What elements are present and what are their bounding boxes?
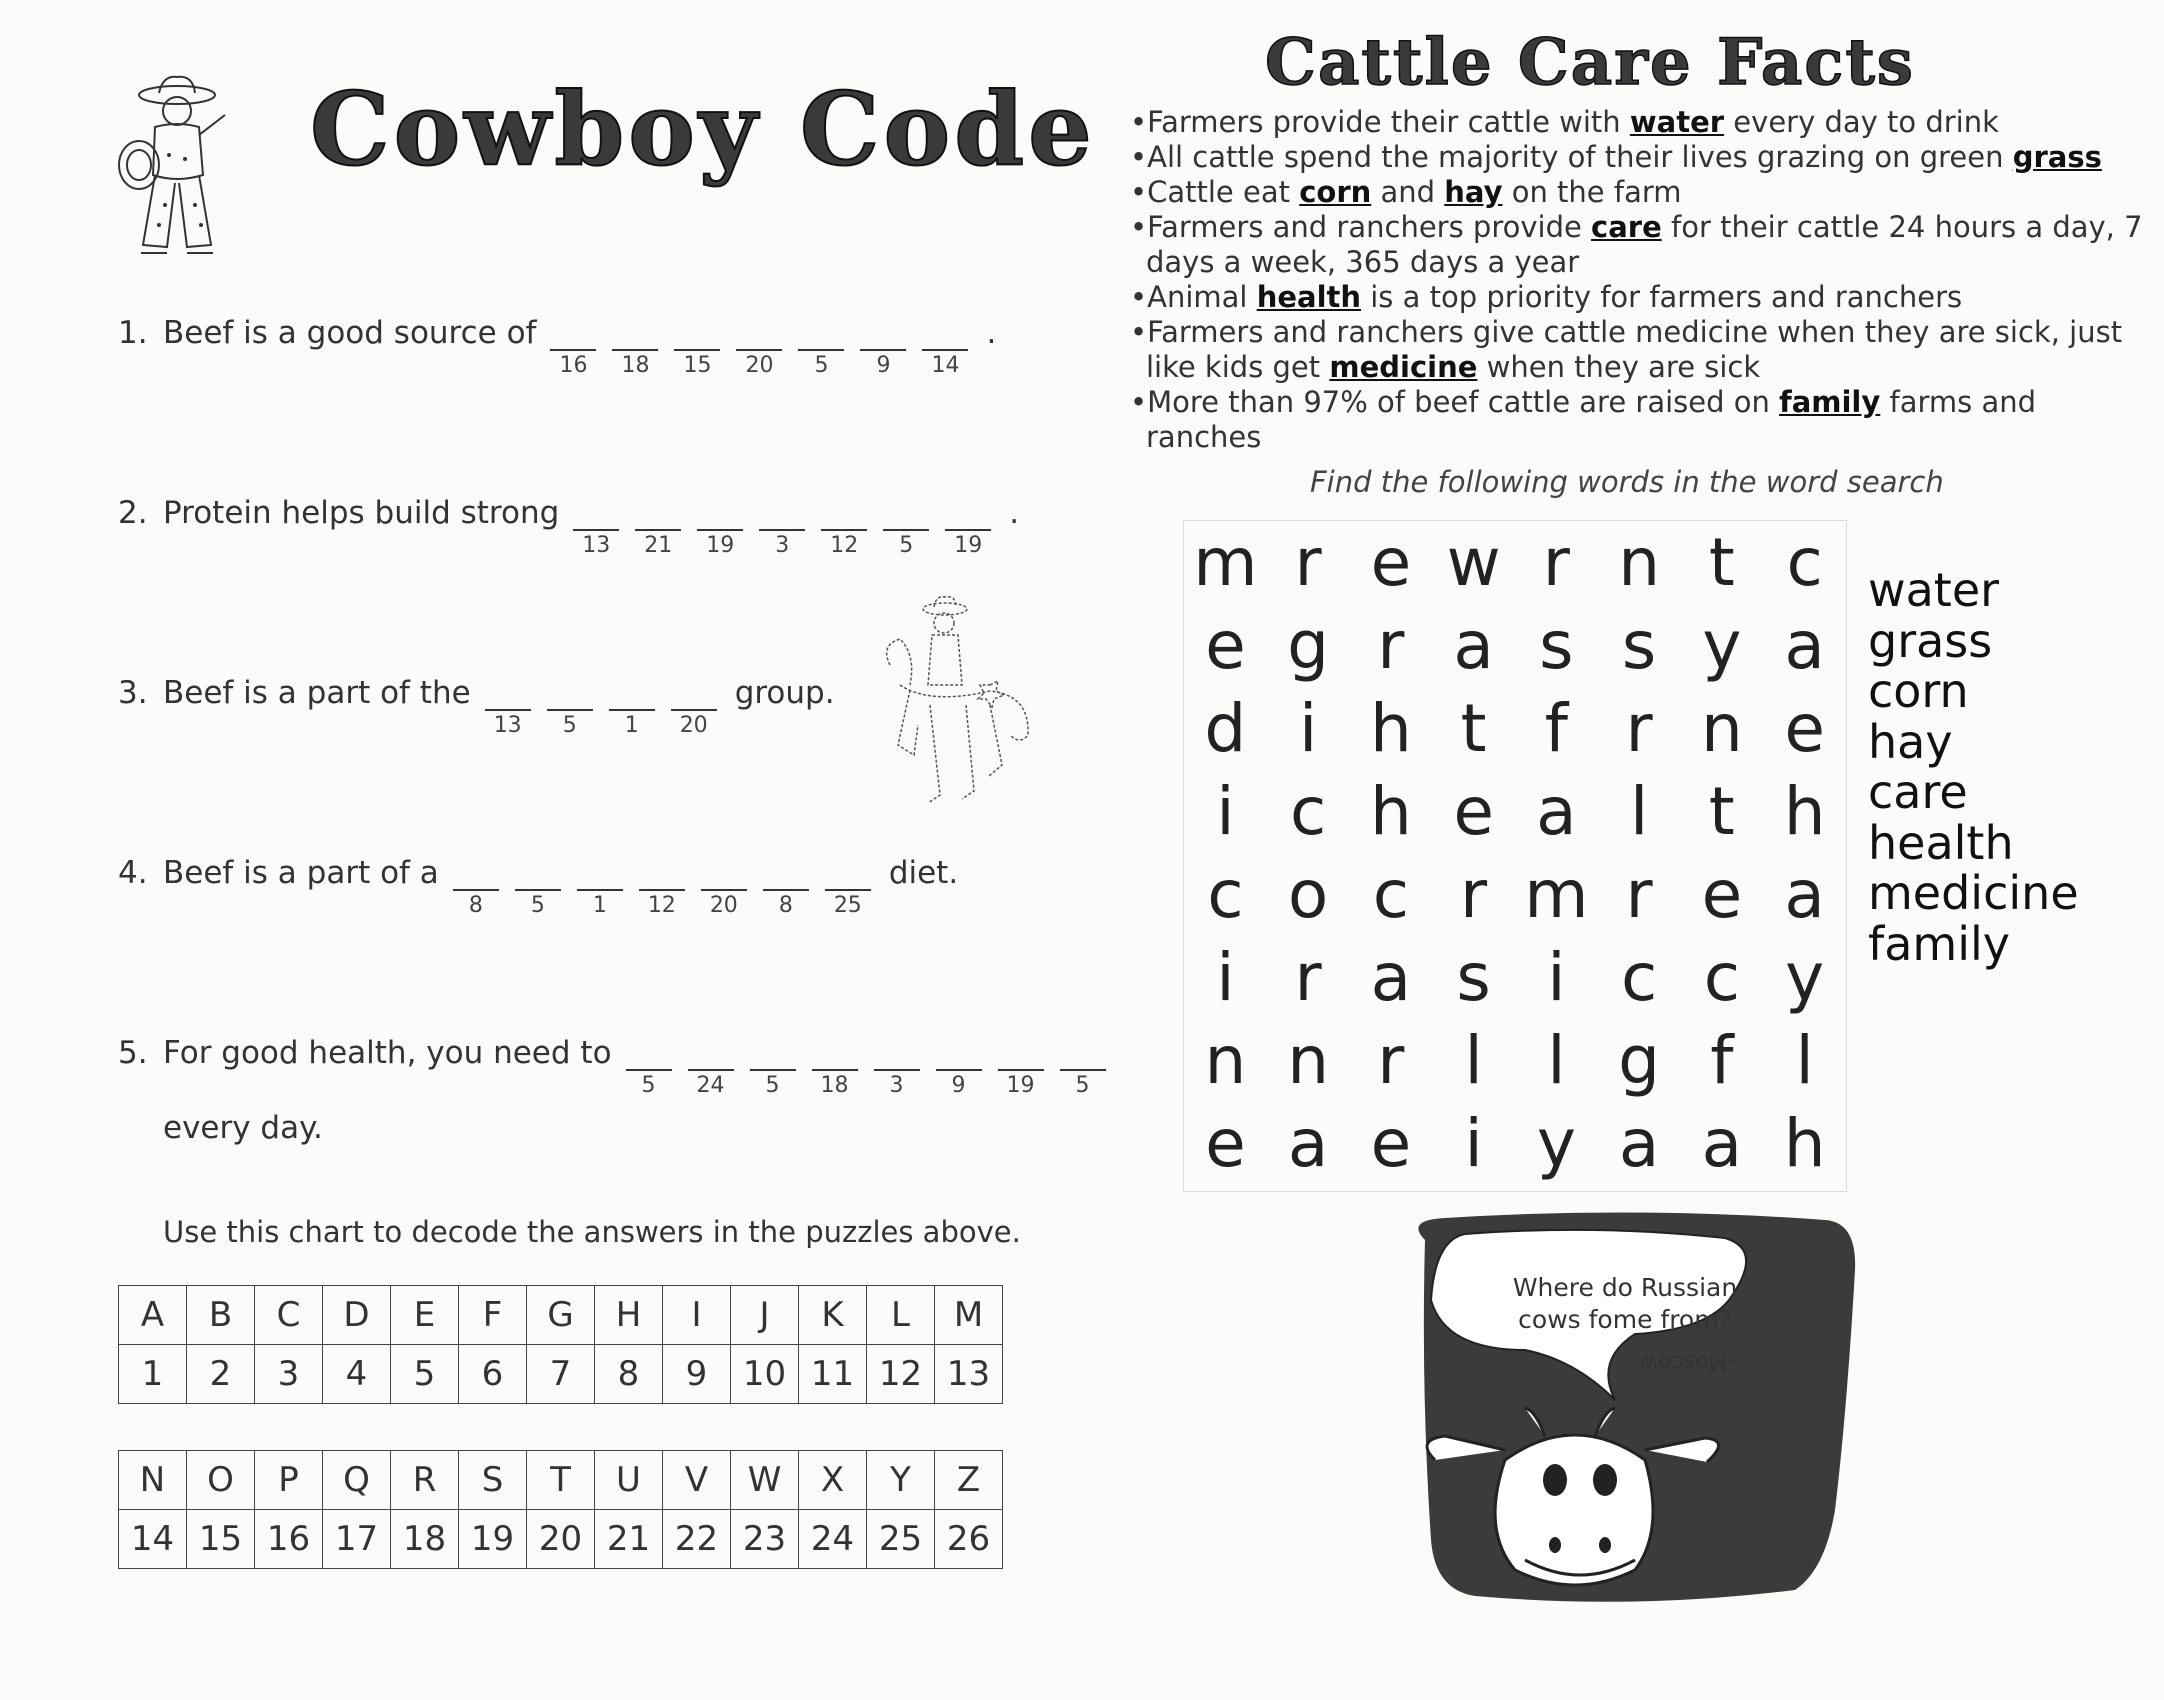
- word-list-item: medicine: [1868, 866, 2079, 920]
- chart-letter: Q: [323, 1451, 391, 1510]
- chart-letter: I: [663, 1286, 731, 1345]
- answer-blank[interactable]: [936, 1035, 982, 1098]
- grid-letter[interactable]: n: [1204, 1022, 1247, 1099]
- chart-letter: J: [731, 1286, 799, 1345]
- chart-number: 12: [867, 1345, 935, 1404]
- grid-letter[interactable]: m: [1524, 856, 1589, 933]
- grid-letter[interactable]: g: [1618, 1022, 1661, 1099]
- cowboy-illustration: [115, 75, 245, 269]
- chart-number: 25: [867, 1510, 935, 1569]
- grid-letter[interactable]: l: [1629, 773, 1649, 850]
- answer-blank[interactable]: [1060, 1035, 1106, 1098]
- letter-code: 5: [562, 713, 577, 738]
- joke-answer: -Moscow: [1640, 1350, 1736, 1375]
- grid-letter[interactable]: e: [1370, 1105, 1412, 1182]
- grid-letter[interactable]: a: [1784, 607, 1825, 684]
- chart-number: 21: [595, 1510, 663, 1569]
- answer-blank[interactable]: [626, 1035, 672, 1098]
- chart-letter: F: [459, 1286, 527, 1345]
- chart-number: 5: [391, 1345, 459, 1404]
- chart-number: 19: [459, 1510, 527, 1569]
- grid-letter[interactable]: h: [1369, 690, 1412, 767]
- question-end: .: [1009, 495, 1020, 531]
- chart-letter: M: [935, 1286, 1003, 1345]
- chart-number: 24: [799, 1510, 867, 1569]
- answer-blank[interactable]: [671, 675, 717, 738]
- fact-item: •Farmers and ranchers provide care for their cattle 24 hours a day, 7 days a week, 365 days a year: [1130, 210, 2143, 279]
- grid-letter[interactable]: r: [1460, 856, 1488, 933]
- grid-letter[interactable]: c: [1786, 524, 1823, 601]
- word-list: [1868, 565, 2079, 969]
- chart-number: 8: [595, 1345, 663, 1404]
- answer-blank[interactable]: [697, 495, 743, 558]
- chart-number: 1: [119, 1345, 187, 1404]
- grid-row: [1184, 853, 1846, 936]
- answer-blank[interactable]: [701, 855, 747, 918]
- joke-question: Where do Russian cows fome from?: [1512, 1273, 1738, 1334]
- chart-number: 13: [935, 1345, 1003, 1404]
- question-number: 5.: [118, 1035, 148, 1071]
- letter-code: 3: [889, 1073, 904, 1098]
- answer-blank[interactable]: [453, 855, 499, 918]
- grid-row: [1184, 1019, 1846, 1102]
- chart-number: 20: [527, 1510, 595, 1569]
- answer-blank[interactable]: [612, 315, 658, 378]
- grid-letter[interactable]: r: [1294, 939, 1322, 1016]
- letter-code: 1: [592, 893, 607, 918]
- word-list-item: health: [1868, 815, 2014, 870]
- answer-blank[interactable]: [922, 315, 968, 378]
- chart-number: 17: [323, 1510, 391, 1569]
- answer-blanks[interactable]: [453, 855, 887, 918]
- question-end: group.: [734, 675, 835, 711]
- chart-letter: A: [119, 1286, 187, 1345]
- grid-row: [1184, 770, 1846, 853]
- letter-code: 9: [951, 1073, 966, 1098]
- letter-code: 21: [644, 533, 673, 558]
- letter-code: 19: [706, 533, 735, 558]
- question-text: Protein helps build strong: [163, 495, 560, 531]
- chart-number: 22: [663, 1510, 731, 1569]
- letter-code: 9: [876, 353, 891, 378]
- grid-letter[interactable]: m: [1193, 524, 1258, 601]
- chart-instructions: Use this chart to decode the answers in the puzzles above.: [163, 1215, 1021, 1249]
- answer-blanks[interactable]: [626, 1035, 1122, 1098]
- answer-blank[interactable]: [821, 495, 867, 558]
- chart-letter: Z: [935, 1451, 1003, 1510]
- answer-blanks[interactable]: [485, 675, 733, 738]
- chart-letter: X: [799, 1451, 867, 1510]
- grid-letter[interactable]: l: [1547, 1022, 1566, 1099]
- fact-item: •Cattle eat corn and hay on the farm: [1130, 175, 1682, 209]
- letter-code: 18: [621, 353, 650, 378]
- answer-blanks[interactable]: [573, 495, 1007, 558]
- letter-code: 5: [1075, 1073, 1090, 1098]
- grid-letter[interactable]: s: [1456, 939, 1491, 1016]
- answer-blank[interactable]: [763, 855, 809, 918]
- answer-blank[interactable]: [639, 855, 685, 918]
- letters-row: [119, 1451, 1003, 1510]
- grid-letter[interactable]: c: [1620, 939, 1658, 1016]
- horse-rider-illustration: [870, 595, 1040, 819]
- answer-blank[interactable]: [883, 495, 929, 558]
- word-search-instructions: Find the following words in the word search: [1310, 465, 1944, 499]
- answer-blank[interactable]: [485, 675, 531, 738]
- fact-item: •More than 97% of beef cattle are raised on family farms and ranches: [1130, 385, 2037, 454]
- fact-keyword: hay: [1444, 175, 1503, 209]
- answer-blank[interactable]: [573, 495, 619, 558]
- chart-number: 15: [187, 1510, 255, 1569]
- answer-blank[interactable]: [945, 495, 991, 558]
- letter-code: 13: [582, 533, 611, 558]
- chart-number: 23: [731, 1510, 799, 1569]
- grid-letter[interactable]: w: [1446, 524, 1501, 601]
- chart-letter: L: [867, 1286, 935, 1345]
- numbers-row: [119, 1510, 1003, 1569]
- cow-illustration: [1395, 1210, 1865, 1614]
- grid-letter[interactable]: a: [1618, 1105, 1660, 1182]
- facts-list: [1130, 105, 2160, 455]
- grid-letter[interactable]: i: [1216, 939, 1235, 1016]
- letter-code: 14: [931, 353, 960, 378]
- letter-code: 8: [778, 893, 793, 918]
- facts-title: Cattle Care Facts: [1265, 25, 1915, 100]
- fact-keyword: grass: [2012, 140, 2102, 174]
- chart-number: 3: [255, 1345, 323, 1404]
- grid-letter[interactable]: l: [1464, 1022, 1483, 1099]
- letter-code: 12: [647, 893, 676, 918]
- chart-letter: W: [731, 1451, 799, 1510]
- grid-letter[interactable]: a: [1701, 1105, 1743, 1182]
- letter-code: 5: [530, 893, 545, 918]
- grid-letter[interactable]: r: [1294, 524, 1322, 601]
- grid-letter[interactable]: h: [1783, 1105, 1826, 1182]
- grid-letter[interactable]: n: [1700, 690, 1743, 767]
- numbers-row: [119, 1345, 1003, 1404]
- fact-item: •Animal health is a top priority for farmers and ranchers: [1130, 280, 1963, 314]
- letter-code: 24: [696, 1073, 725, 1098]
- fact-keyword: medicine: [1329, 350, 1478, 384]
- answer-blank[interactable]: [825, 855, 871, 918]
- word-list-item: hay: [1868, 714, 1953, 769]
- grid-letter[interactable]: a: [1536, 773, 1577, 850]
- chart-number: 11: [799, 1345, 867, 1404]
- fact-keyword: family: [1779, 385, 1881, 419]
- letter-code: 19: [1006, 1073, 1035, 1098]
- letter-code: 5: [765, 1073, 780, 1098]
- question-1: [118, 315, 997, 378]
- grid-letter[interactable]: s: [1539, 607, 1574, 684]
- chart-letter: E: [391, 1286, 459, 1345]
- answer-blank[interactable]: [874, 1035, 920, 1098]
- question-5-continuation: every day.: [163, 1110, 323, 1146]
- letter-code: 5: [641, 1073, 656, 1098]
- question-text: Beef is a part of a: [163, 855, 439, 891]
- word-list-item: family: [1868, 916, 2010, 971]
- grid-row: [1184, 604, 1846, 687]
- grid-letter[interactable]: f: [1544, 690, 1568, 767]
- letter-code: 3: [775, 533, 790, 558]
- grid-letter[interactable]: c: [1703, 939, 1741, 1016]
- chart-number: 6: [459, 1345, 527, 1404]
- answer-blank[interactable]: [547, 675, 593, 738]
- chart-letter: C: [255, 1286, 323, 1345]
- grid-letter[interactable]: t: [1708, 524, 1735, 601]
- grid-letter[interactable]: o: [1287, 856, 1329, 933]
- grid-letter[interactable]: n: [1618, 524, 1661, 601]
- grid-letter[interactable]: y: [1702, 607, 1742, 684]
- word-list-item: water: [1868, 563, 2000, 617]
- answer-blank[interactable]: [860, 315, 906, 378]
- grid-letter[interactable]: r: [1625, 856, 1653, 933]
- question-text: For good health, you need to: [163, 1035, 612, 1071]
- grid-letter[interactable]: i: [1298, 690, 1318, 767]
- letter-code: 18: [820, 1073, 849, 1098]
- grid-letter[interactable]: s: [1621, 607, 1657, 684]
- decode-chart-a-m: [118, 1285, 1003, 1404]
- answer-blank[interactable]: [515, 855, 561, 918]
- grid-letter[interactable]: e: [1701, 856, 1743, 933]
- question-number: 2.: [118, 495, 148, 531]
- letter-code: 13: [493, 713, 522, 738]
- fact-keyword: water: [1629, 105, 1725, 139]
- grid-letter[interactable]: c: [1289, 773, 1327, 850]
- answer-blank[interactable]: [759, 495, 805, 558]
- grid-letter[interactable]: h: [1783, 773, 1826, 850]
- question-number: 3.: [118, 675, 148, 711]
- fact-item: •All cattle spend the majority of their lives grazing on green grass: [1130, 140, 2102, 174]
- grid-letter[interactable]: c: [1207, 856, 1244, 933]
- grid-letter[interactable]: e: [1205, 607, 1246, 684]
- word-list-item: corn: [1868, 664, 1969, 718]
- grid-letter[interactable]: f: [1710, 1022, 1734, 1099]
- question-number: 4.: [118, 855, 148, 891]
- letter-code: 25: [833, 893, 862, 918]
- chart-letter: D: [323, 1286, 391, 1345]
- question-end: .: [986, 315, 997, 351]
- letter-code: 15: [683, 353, 712, 378]
- answer-blank[interactable]: [635, 495, 681, 558]
- grid-letter[interactable]: r: [1377, 1022, 1405, 1099]
- chart-letter: P: [255, 1451, 323, 1510]
- question-3: [118, 675, 835, 738]
- grid-letter[interactable]: e: [1784, 690, 1825, 767]
- grid-letter[interactable]: i: [1464, 1105, 1483, 1182]
- letter-code: 20: [745, 353, 774, 378]
- answer-blanks[interactable]: [550, 315, 984, 378]
- grid-letter[interactable]: r: [1542, 524, 1570, 601]
- grid-row: [1184, 1102, 1846, 1185]
- answer-blank[interactable]: [688, 1035, 734, 1098]
- letter-code: 19: [954, 533, 983, 558]
- word-list-item: grass: [1868, 613, 1993, 668]
- chart-letter: S: [459, 1451, 527, 1510]
- fact-keyword: care: [1591, 210, 1662, 244]
- chart-letter: N: [119, 1451, 187, 1510]
- grid-letter[interactable]: e: [1205, 1105, 1246, 1182]
- fact-item: •Farmers provide their cattle with water every day to drink: [1130, 105, 1999, 139]
- letters-row: [119, 1286, 1003, 1345]
- chart-number: 16: [255, 1510, 323, 1569]
- grid-letter[interactable]: t: [1460, 690, 1487, 767]
- grid-letter[interactable]: y: [1536, 1105, 1576, 1182]
- chart-number: 4: [323, 1345, 391, 1404]
- decode-chart-n-z: [118, 1450, 1003, 1569]
- chart-number: 26: [935, 1510, 1003, 1569]
- chart-number: 14: [119, 1510, 187, 1569]
- question-text: Beef is a part of the: [163, 675, 471, 711]
- grid-letter[interactable]: a: [1784, 856, 1825, 933]
- letter-code: 5: [899, 533, 914, 558]
- letter-code: 20: [709, 893, 738, 918]
- grid-letter[interactable]: a: [1453, 607, 1494, 684]
- chart-letter: V: [663, 1451, 731, 1510]
- chart-letter: U: [595, 1451, 663, 1510]
- chart-letter: H: [595, 1286, 663, 1345]
- grid-letter[interactable]: l: [1795, 1022, 1814, 1099]
- grid-letter[interactable]: a: [1370, 939, 1412, 1016]
- grid-letter[interactable]: r: [1625, 690, 1653, 767]
- answer-blank[interactable]: [609, 675, 655, 738]
- grid-letter[interactable]: n: [1287, 1022, 1330, 1099]
- grid-row: [1184, 936, 1846, 1019]
- grid-letter[interactable]: d: [1204, 690, 1247, 767]
- grid-letter[interactable]: i: [1216, 773, 1235, 850]
- grid-row: [1184, 687, 1846, 770]
- question-number: 1.: [118, 315, 148, 351]
- chart-number: 9: [663, 1345, 731, 1404]
- question-end: diet.: [888, 855, 959, 891]
- fact-keyword: health: [1256, 280, 1362, 314]
- chart-letter: T: [527, 1451, 595, 1510]
- grid-letter[interactable]: h: [1369, 773, 1412, 850]
- chart-letter: K: [799, 1286, 867, 1345]
- answer-blank[interactable]: [736, 315, 782, 378]
- letter-code: 1: [624, 713, 639, 738]
- chart-letter: O: [187, 1451, 255, 1510]
- grid-row: [1184, 521, 1846, 604]
- answer-blank[interactable]: [798, 315, 844, 378]
- chart-number: 18: [391, 1510, 459, 1569]
- answer-blank[interactable]: [750, 1035, 796, 1098]
- grid-letter[interactable]: e: [1370, 524, 1412, 601]
- chart-letter: G: [527, 1286, 595, 1345]
- question-4: [118, 855, 959, 918]
- word-search-grid[interactable]: [1183, 520, 1847, 1192]
- grid-letter[interactable]: t: [1708, 773, 1735, 850]
- grid-letter[interactable]: g: [1287, 607, 1330, 684]
- fact-item: •Farmers and ranchers give cattle medicine when they are sick, just like kids get medicine when they are sick: [1130, 315, 2123, 384]
- chart-letter: Y: [867, 1451, 935, 1510]
- answer-blank[interactable]: [998, 1035, 1044, 1098]
- answer-blank[interactable]: [674, 315, 720, 378]
- letter-code: 20: [679, 713, 708, 738]
- word-list-item: care: [1868, 765, 1968, 819]
- answer-blank[interactable]: [550, 315, 596, 378]
- chart-number: 2: [187, 1345, 255, 1404]
- chart-number: 10: [731, 1345, 799, 1404]
- grid-letter[interactable]: i: [1547, 939, 1566, 1016]
- question-5: [118, 1035, 1122, 1098]
- answer-blank[interactable]: [812, 1035, 858, 1098]
- grid-letter[interactable]: y: [1785, 939, 1825, 1016]
- grid-letter[interactable]: e: [1453, 773, 1494, 850]
- grid-letter[interactable]: a: [1287, 1105, 1329, 1182]
- letter-code: 8: [468, 893, 483, 918]
- grid-letter[interactable]: r: [1377, 607, 1405, 684]
- answer-blank[interactable]: [577, 855, 623, 918]
- grid-letter[interactable]: c: [1372, 856, 1410, 933]
- letter-code: 12: [830, 533, 859, 558]
- chart-letter: B: [187, 1286, 255, 1345]
- letter-code: 5: [814, 353, 829, 378]
- question-2: [118, 495, 1020, 558]
- chart-number: 7: [527, 1345, 595, 1404]
- page-title: Cowboy Code: [310, 70, 1096, 188]
- question-text: Beef is a good source of: [163, 315, 537, 351]
- letter-code: 16: [559, 353, 588, 378]
- fact-keyword: corn: [1299, 175, 1372, 209]
- chart-letter: R: [391, 1451, 459, 1510]
